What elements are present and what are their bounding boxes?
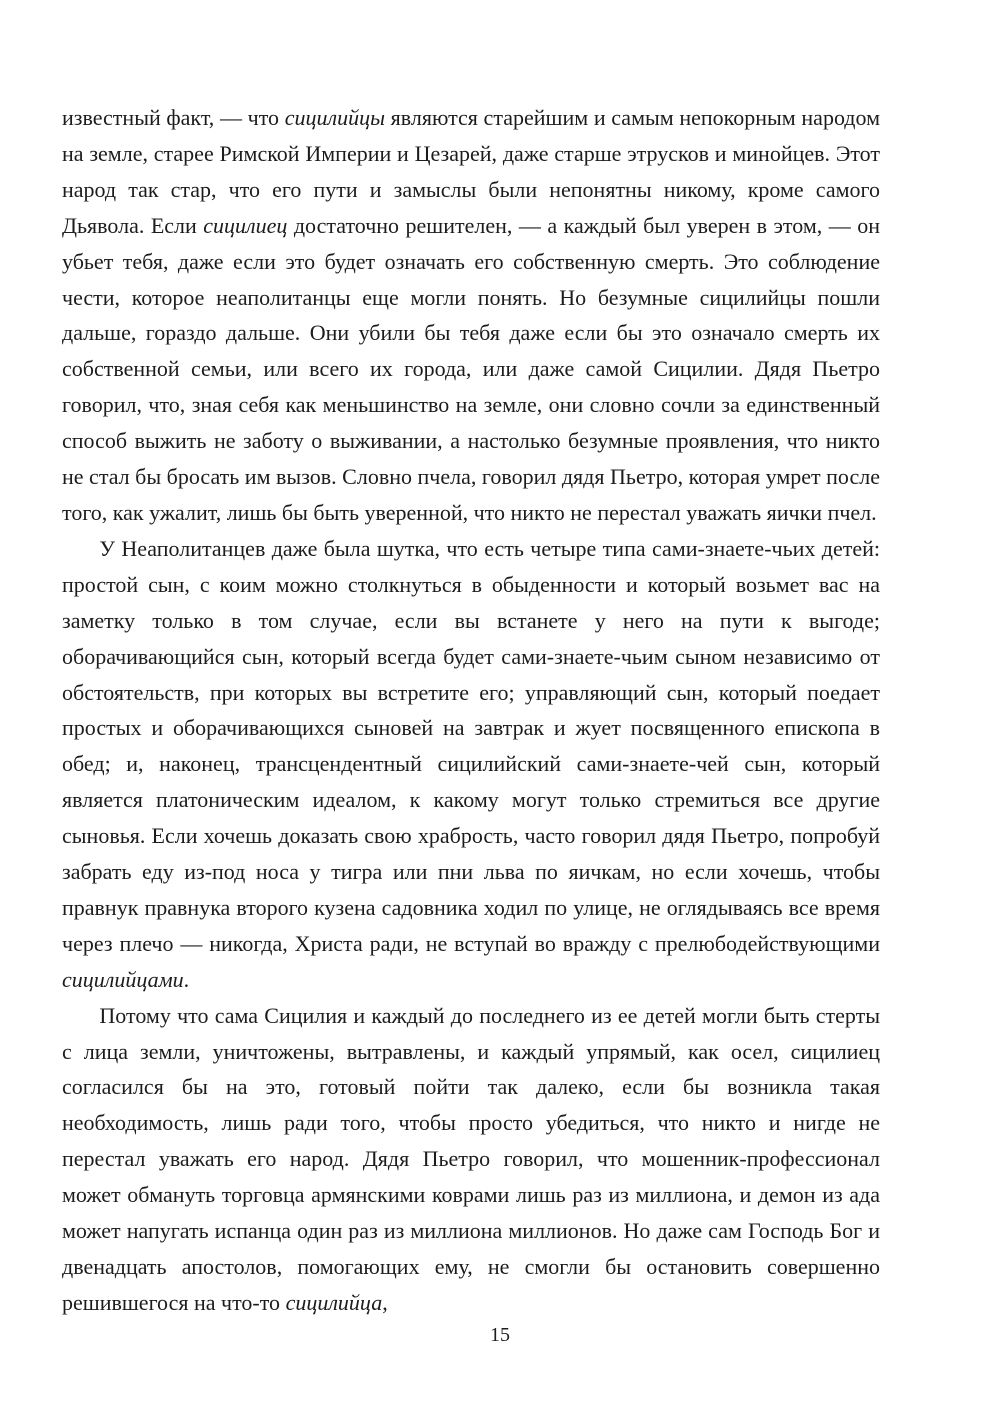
italic-text: сицилийца xyxy=(285,1289,383,1315)
italic-text: сицилийцы xyxy=(284,105,385,130)
paragraph xyxy=(62,998,880,1321)
text-segment: , xyxy=(382,1289,388,1315)
page-body xyxy=(62,100,880,1321)
text-segment: У Неаполитанцев даже была шутка, что есть четыре типа сами-знаете-чьих детей: простой сын, с коим можно столкнуться в обыденности и который возьмет вас на заметку только в том случае, если вы встанете у него на пути к выгоде; оборачивающийся сын, который всегда будет сами-знаете-чьим сыном независимо от обстоятельств, при которых вы встретите его; управляющий сын, который поедает простых и оборачивающихся сыновей на завтрак и жует посвященного епископа в обед; и, наконец, трансцендентный сицилийский сами-знаете-чей сын, который является платоническим идеалом, к какому могут только стремиться все другие сыновья. Если хочешь доказать свою храбрость, часто говорил дядя Пьетро, попробуй забрать еду из-под носа у тигра или пни льва по яичкам, но если хочешь, чтобы правнук правнука второго кузена садовника ходил по улице, не оглядываясь все время через плечо — никогда, Христа ради, не вступай во вражду с прелюбодействующими xyxy=(62,535,880,956)
page-number: 15 xyxy=(490,1324,510,1346)
paragraph xyxy=(62,100,880,531)
italic-text: сицилийцами xyxy=(62,966,184,992)
paragraph xyxy=(62,531,880,998)
italic-text: сицилиец xyxy=(203,212,288,238)
text-segment: достаточно решителен, — а каждый был уверен в этом, — он убьет тебя, даже если это будет означать его собственную смерть. Это соблюдение чести, которое неаполитанцы еще могли понять. Но безумные сицилийцы пошли дальше, гораздо дальше. Они убили бы тебя даже если бы это означало смерть их собственной семьи, или всего их города, или даже самой Сицилии. Дядя Пьетро говорил, что, зная себя как меньшинство на земле, они словно сочли за единственный способ выжить не заботу о выживании, а настолько безумные проявления, что никто не стал бы бросать им вызов. Словно пчела, говорил дядя Пьетро, которая умрет после того, как ужалит, лишь бы быть уверенной, что никто не перестал уважать яички пчел. xyxy=(62,212,880,525)
text-segment: являются старейшим и самым непокорным народом на земле, старее Римской Империи и Цезарей, даже старше этрусков и минойцев. Этот народ так стар, что его пути и замыслы были непонятны никому, кроме самого Дьявола. Если xyxy=(62,105,881,238)
text-segment: известный факт, — что xyxy=(62,105,285,130)
text-segment: Потому что сама Сицилия и каждый до последнего из ее детей могли быть стерты с лица земли, уничтожены, вытравлены, и каждый упрямый, как осел, сицилиец согласился бы на это, готовый пойти так далеко, если бы возникла такая необходимость, лишь ради того, чтобы просто убедиться, что никто и нигде не перестал уважать его народ. Дядя Пьетро говорил, что мошенник-профессионал может обмануть торговца армянскими коврами лишь раз из миллиона, и демон из ада может напугать испанца один раз из миллиона миллионов. Но даже сам Господь Бог и двенадцать апостолов, помогающих ему, не смогли бы остановить совершенно решившегося на что-то xyxy=(62,1002,880,1315)
text-segment: . xyxy=(183,966,190,992)
